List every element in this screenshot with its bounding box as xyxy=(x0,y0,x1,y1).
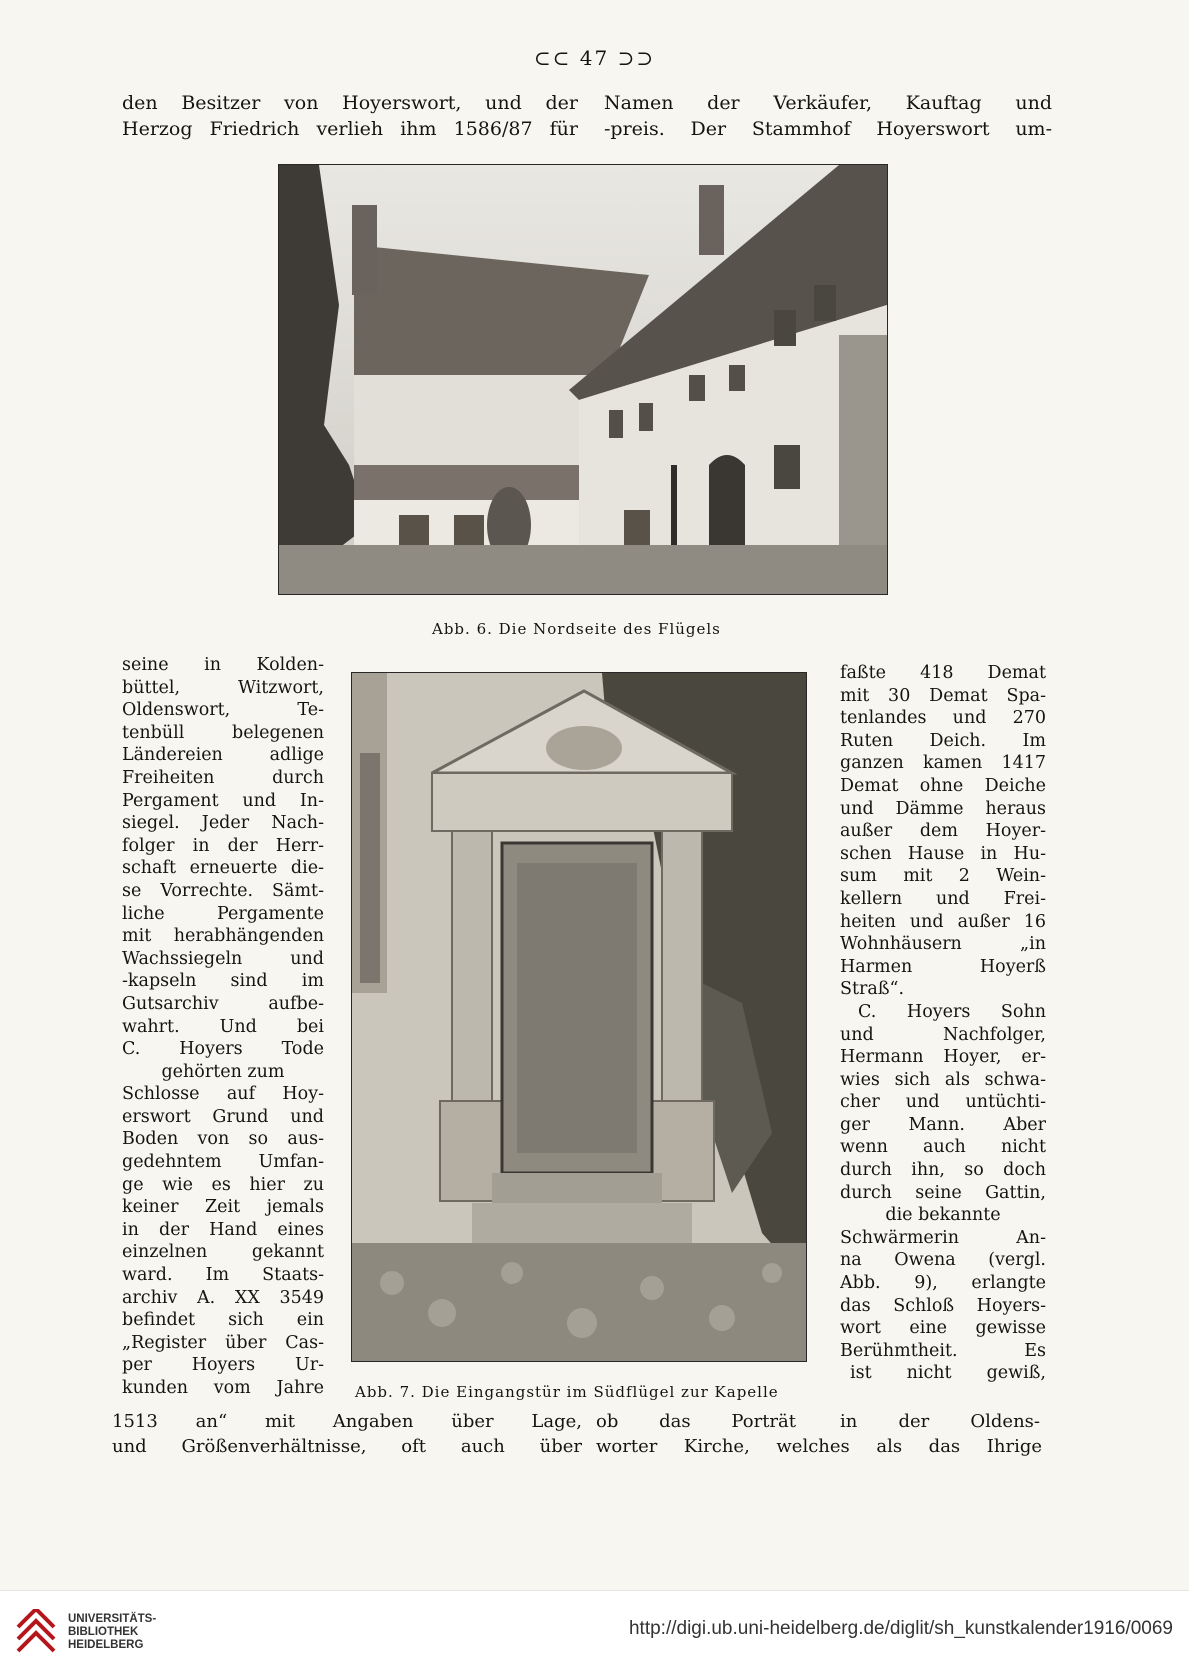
left-line-10: schaft erneuerte die- xyxy=(122,858,324,879)
right-line-14: Harmen Hoyerß xyxy=(840,956,1046,977)
right-line-23: durch ihn, so doch xyxy=(840,1160,1046,1181)
footer-bar xyxy=(0,1590,1189,1670)
right-column xyxy=(840,662,1046,1385)
left-line-22: Boden von so aus- xyxy=(122,1129,324,1150)
left-line-25: keiner Zeit jemals xyxy=(122,1197,324,1218)
bottom-line-3: ob das Porträt xyxy=(596,1411,796,1432)
left-line-23: gedehntem Umfan- xyxy=(122,1152,324,1173)
right-line-10: sum mit 2 Wein- xyxy=(840,866,1046,887)
right-line-24: durch seine Gattin, xyxy=(840,1182,1046,1203)
right-line-28: Abb. 9), erlangte xyxy=(840,1273,1046,1294)
top-line-left-2: Herzog Friedrich verlieh ihm 1586/87 für xyxy=(122,118,578,140)
right-line-2: mit 30 Demat Spa- xyxy=(840,685,1046,706)
right-line-26: Schwärmerin An- xyxy=(840,1227,1046,1248)
left-line-5: Ländereien adlige xyxy=(122,745,324,766)
right-line-15: Straß“. xyxy=(840,979,905,1000)
left-line-31: „Register über Cas- xyxy=(122,1332,324,1353)
left-line-13: mit herabhängenden xyxy=(122,926,324,947)
left-line-27: einzelnen gekannt xyxy=(122,1242,324,1263)
right-line-9: schen Hause in Hu- xyxy=(840,843,1046,864)
right-line-25: die bekannte xyxy=(885,1205,1001,1226)
figure-7-caption: Abb. 7. Die Eingangstür im Südflügel zur Kapelle xyxy=(355,1383,779,1401)
left-line-4: tenbüll belegenen xyxy=(122,722,324,743)
page-number: ⊂⊂ 47 ⊃⊃ xyxy=(533,46,656,70)
right-line-22: wenn auch nicht xyxy=(840,1137,1046,1158)
university-library-logo-icon[interactable] xyxy=(14,1609,60,1655)
ornament-right-icon: ⊃⊃ xyxy=(617,46,656,70)
left-line-6: Freiheiten durch xyxy=(122,767,324,788)
left-line-29: archiv A. XX 3549 xyxy=(122,1287,324,1308)
right-line-29: das Schloß Hoyers- xyxy=(840,1295,1046,1316)
right-line-8: außer dem Hoyer- xyxy=(840,821,1046,842)
left-line-12: liche Pergamente xyxy=(122,903,324,924)
left-line-19: gehörten zum xyxy=(161,1061,285,1082)
bottom-line-2: und Größenverhältnisse, oft auch über xyxy=(112,1436,582,1457)
left-line-20: Schlosse auf Hoy- xyxy=(122,1084,324,1105)
left-line-9: folger in der Herr- xyxy=(122,835,324,856)
left-line-16: Gutsarchiv aufbe- xyxy=(122,993,324,1014)
left-line-24: ge wie es hier zu xyxy=(122,1174,324,1195)
left-line-8: siegel. Jeder Nach- xyxy=(122,813,324,834)
right-line-7: und Dämme heraus xyxy=(840,798,1046,819)
right-line-18: Hermann Hoyer, er- xyxy=(840,1047,1046,1068)
right-line-30: wort eine gewisse xyxy=(840,1318,1046,1339)
right-line-12: heiten und außer 16 xyxy=(840,911,1046,932)
left-column xyxy=(122,654,324,1400)
figure-6-photo xyxy=(278,164,888,595)
right-line-13: Wohnhäusern „in xyxy=(840,934,1046,955)
left-line-2: büttel, Witzwort, xyxy=(122,677,324,698)
right-line-32: ist nicht gewiß, xyxy=(850,1363,1046,1384)
ornament-left-icon: ⊂⊂ xyxy=(533,46,572,70)
right-line-5: ganzen kamen 1417 xyxy=(840,753,1046,774)
top-line-right-2: -preis. Der Stammhof Hoyerswort um- xyxy=(604,118,1052,140)
right-line-4: Ruten Deich. Im xyxy=(840,730,1046,751)
right-line-6: Demat ohne Deiche xyxy=(840,775,1046,796)
right-line-11: kellern und Frei- xyxy=(840,888,1046,909)
right-line-3: tenlandes und 270 xyxy=(840,708,1046,729)
top-line-right-1: Namen der Verkäufer, Kauftag und xyxy=(604,92,1052,114)
left-line-21: erswort Grund und xyxy=(122,1106,324,1127)
library-name: UNIVERSITÄTS- BIBLIOTHEK HEIDELBERG xyxy=(68,1613,157,1651)
figure-7-photo xyxy=(351,672,807,1362)
bottom-line-1: 1513 an“ mit Angaben über Lage, xyxy=(112,1411,582,1432)
left-line-26: in der Hand eines xyxy=(122,1219,324,1240)
left-line-1: seine in Kolden- xyxy=(122,655,324,675)
left-line-18: C. Hoyers Tode xyxy=(122,1039,324,1060)
left-line-14: Wachssiegeln und xyxy=(122,948,324,969)
bottom-line-5: in der Oldens- xyxy=(840,1411,1040,1432)
left-line-17: wahrt. Und bei xyxy=(122,1016,324,1037)
right-line-1: faßte 418 Demat xyxy=(840,663,1046,683)
left-line-11: se Vorrechte. Sämt- xyxy=(122,880,324,901)
right-line-20: cher und untüchti- xyxy=(840,1092,1046,1113)
right-line-21: ger Mann. Aber xyxy=(840,1114,1046,1135)
portal-photo-icon xyxy=(352,673,806,1361)
left-line-30: befindet sich ein xyxy=(122,1310,324,1331)
left-line-3: Oldenswort, Te- xyxy=(122,700,324,721)
courtyard-photo-icon xyxy=(279,165,887,594)
right-line-17: und Nachfolger, xyxy=(840,1024,1046,1045)
bottom-line-4: worter Kirche, welches als das Ihrige xyxy=(596,1436,1042,1457)
right-line-27: na Owena (vergl. xyxy=(840,1250,1046,1271)
left-line-7: Pergament und In- xyxy=(122,790,324,811)
right-line-19: wies sich als schwa- xyxy=(840,1069,1046,1090)
right-line-16: C. Hoyers Sohn xyxy=(858,1001,1046,1022)
right-line-31: Berühmtheit. Es xyxy=(840,1340,1046,1361)
source-url-link[interactable]: http://digi.ub.uni-heidelberg.de/diglit/sh_kunstkalender1916/0069 xyxy=(628,1618,1173,1639)
left-line-32: per Hoyers Ur- xyxy=(122,1355,324,1376)
left-line-15: -kapseln sind im xyxy=(122,971,324,992)
left-line-28: ward. Im Staats- xyxy=(122,1265,324,1286)
figure-6-caption: Abb. 6. Die Nordseite des Flügels xyxy=(432,620,721,638)
top-line-left-1: den Besitzer von Hoyerswort, und der xyxy=(122,92,578,114)
left-line-33: kunden vom Jahre xyxy=(122,1378,324,1398)
